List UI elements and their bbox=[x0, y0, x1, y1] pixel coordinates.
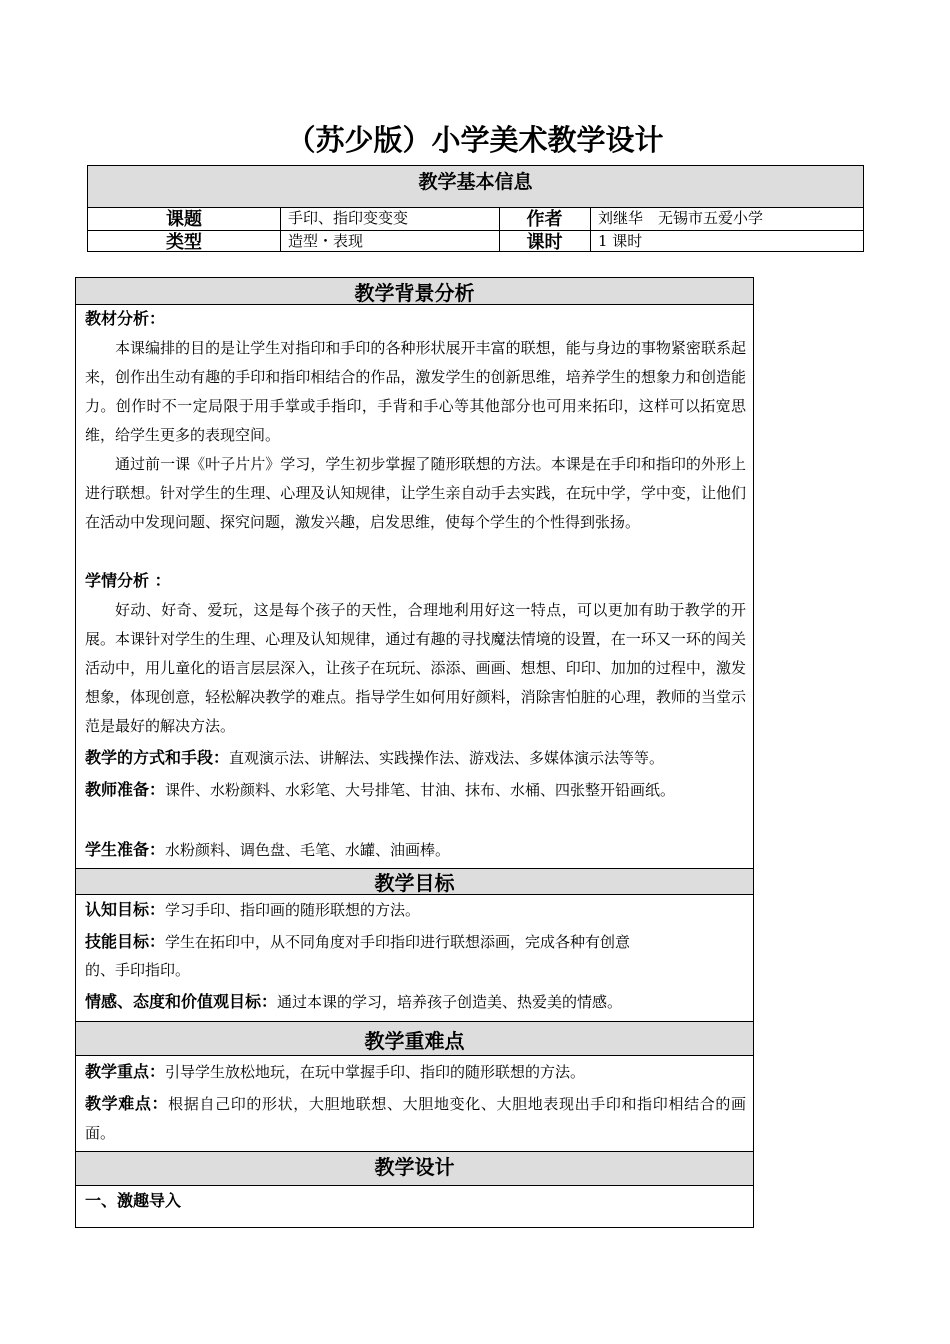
basic-info-table bbox=[87, 165, 864, 252]
methods-label: 教学的方式和手段： bbox=[85, 748, 230, 767]
teacher-prep-value: 课件、水粉颜料、水彩笔、大号排笔、甘油、抹布、水桶、四张整开铅画纸。 bbox=[165, 781, 676, 799]
skill-goal-row bbox=[85, 927, 746, 957]
student-title: 学情分析 ： bbox=[85, 571, 171, 590]
material-title: 教材分析： bbox=[85, 309, 166, 328]
author-label: 作者 bbox=[526, 209, 563, 230]
cognitive-goal-label: 认知目标： bbox=[85, 900, 166, 919]
key-point-row bbox=[85, 1057, 746, 1087]
material-paragraph-2: 通过前一课《叶子片片》学习，学生初步掌握了随形联想的方法。本课是在手印和指印的外形上进行联想。针对学生的生理、心理及认知规律，让学生亲自动手去实践，在玩中学，学中变，让他们在活动中发现问题、探究问题，激发兴趣，启发思维，使每个学生的个性得到张扬。 bbox=[85, 455, 746, 531]
difficult-point-row bbox=[85, 1089, 746, 1148]
key-point-label: 教学重点： bbox=[85, 1062, 166, 1081]
skill-goal-value-2: 的、手印指印。 bbox=[85, 961, 191, 979]
skill-goal-row-2 bbox=[85, 956, 746, 985]
cognitive-goal-row bbox=[85, 895, 746, 925]
type-label: 类型 bbox=[166, 232, 202, 253]
student-analysis bbox=[85, 596, 746, 741]
topic-value: 手印、指印变变变 bbox=[288, 209, 409, 227]
basic-info-header: 教学基本信息 bbox=[88, 166, 863, 208]
student-paragraph: 好动、好奇、爱玩，这是每个孩子的天性，合理地利用好这一特点，可以更加有助于教学的开展。本课针对学生的生理、心理及认知规律，通过有趣的寻找魔法情境的设置，在一环又一环的闯关活动中，用儿童化的语言层层深入，让孩子在玩玩、添添、画画、想想、印印、加加的过程中，激发想象，体现创意，轻松解决教学的难点。指导学生如何用好颜料，消除害怕脏的心理，教师的当堂示范是最好的解决方法。 bbox=[85, 601, 746, 735]
goals-header: 教学目标 bbox=[76, 869, 753, 895]
emotion-goal-label: 情感、态度和价值观目标： bbox=[85, 992, 278, 1011]
material-paragraph-1: 本课编排的目的是让学生对指印和手印的各种形状展开丰富的联想，能与身边的事物紧密联系起来，创作出生动有趣的手印和指印相结合的作品，激发学生的创新思维，培养学生的想象力和创造能力。创作时不一定局限于用手掌或手指印，手背和手心等其他部分也可用来拓印，这样可以拓宽思维，给学生更多的表现空间。 bbox=[85, 339, 746, 444]
col-divider bbox=[590, 208, 591, 251]
methods-value: 直观演示法、讲解法、实践操作法、游戏法、多媒体演示法等等。 bbox=[229, 749, 665, 767]
emotion-goal-row bbox=[85, 987, 746, 1017]
design-header: 教学设计 bbox=[76, 1152, 753, 1186]
teacher-prep-row bbox=[85, 775, 746, 805]
hours-label: 课时 bbox=[526, 232, 563, 253]
author-value: 刘继华 无锡市五爱小学 bbox=[598, 209, 764, 227]
page-title: （苏少版）小学美术教学设计 bbox=[286, 123, 664, 157]
col-divider bbox=[280, 208, 281, 251]
cognitive-goal-value: 学习手印、指印画的随形联想的方法。 bbox=[165, 901, 421, 919]
design-step-1: 一、激趣导入 bbox=[85, 1191, 182, 1210]
type-value: 造型・表现 bbox=[288, 232, 364, 250]
pupil-prep-label: 学生准备： bbox=[85, 840, 166, 859]
background-header: 教学背景分析 bbox=[76, 278, 753, 305]
teacher-prep-label: 教师准备： bbox=[85, 780, 166, 799]
skill-goal-value: 学生在拓印中，从不同角度对手印指印进行联想添画，完成各种有创意 bbox=[165, 933, 631, 951]
topic-label: 课题 bbox=[166, 209, 202, 230]
methods-row bbox=[85, 743, 746, 773]
difficult-point-label: 教学难点： bbox=[85, 1094, 169, 1113]
difficult-point-value: 根据自己印的形状，大胆地联想、大胆地变化、大胆地表现出手印和指印相结合的画面。 bbox=[85, 1095, 746, 1142]
material-analysis bbox=[85, 334, 746, 537]
skill-goal-label: 技能目标： bbox=[85, 932, 166, 951]
key-point-value: 引导学生放松地玩，在玩中掌握手印、指印的随形联想的方法。 bbox=[165, 1063, 586, 1081]
hours-value: 1 课时 bbox=[598, 232, 643, 250]
pupil-prep-value: 水粉颜料、调色盘、毛笔、水罐、油画棒。 bbox=[165, 841, 451, 859]
lesson-plan-table bbox=[75, 277, 754, 1228]
key-points-header: 教学重难点 bbox=[76, 1022, 753, 1056]
emotion-goal-value: 通过本课的学习，培养孩子创造美、热爱美的情感。 bbox=[277, 993, 623, 1011]
pupil-prep-row bbox=[85, 835, 746, 865]
